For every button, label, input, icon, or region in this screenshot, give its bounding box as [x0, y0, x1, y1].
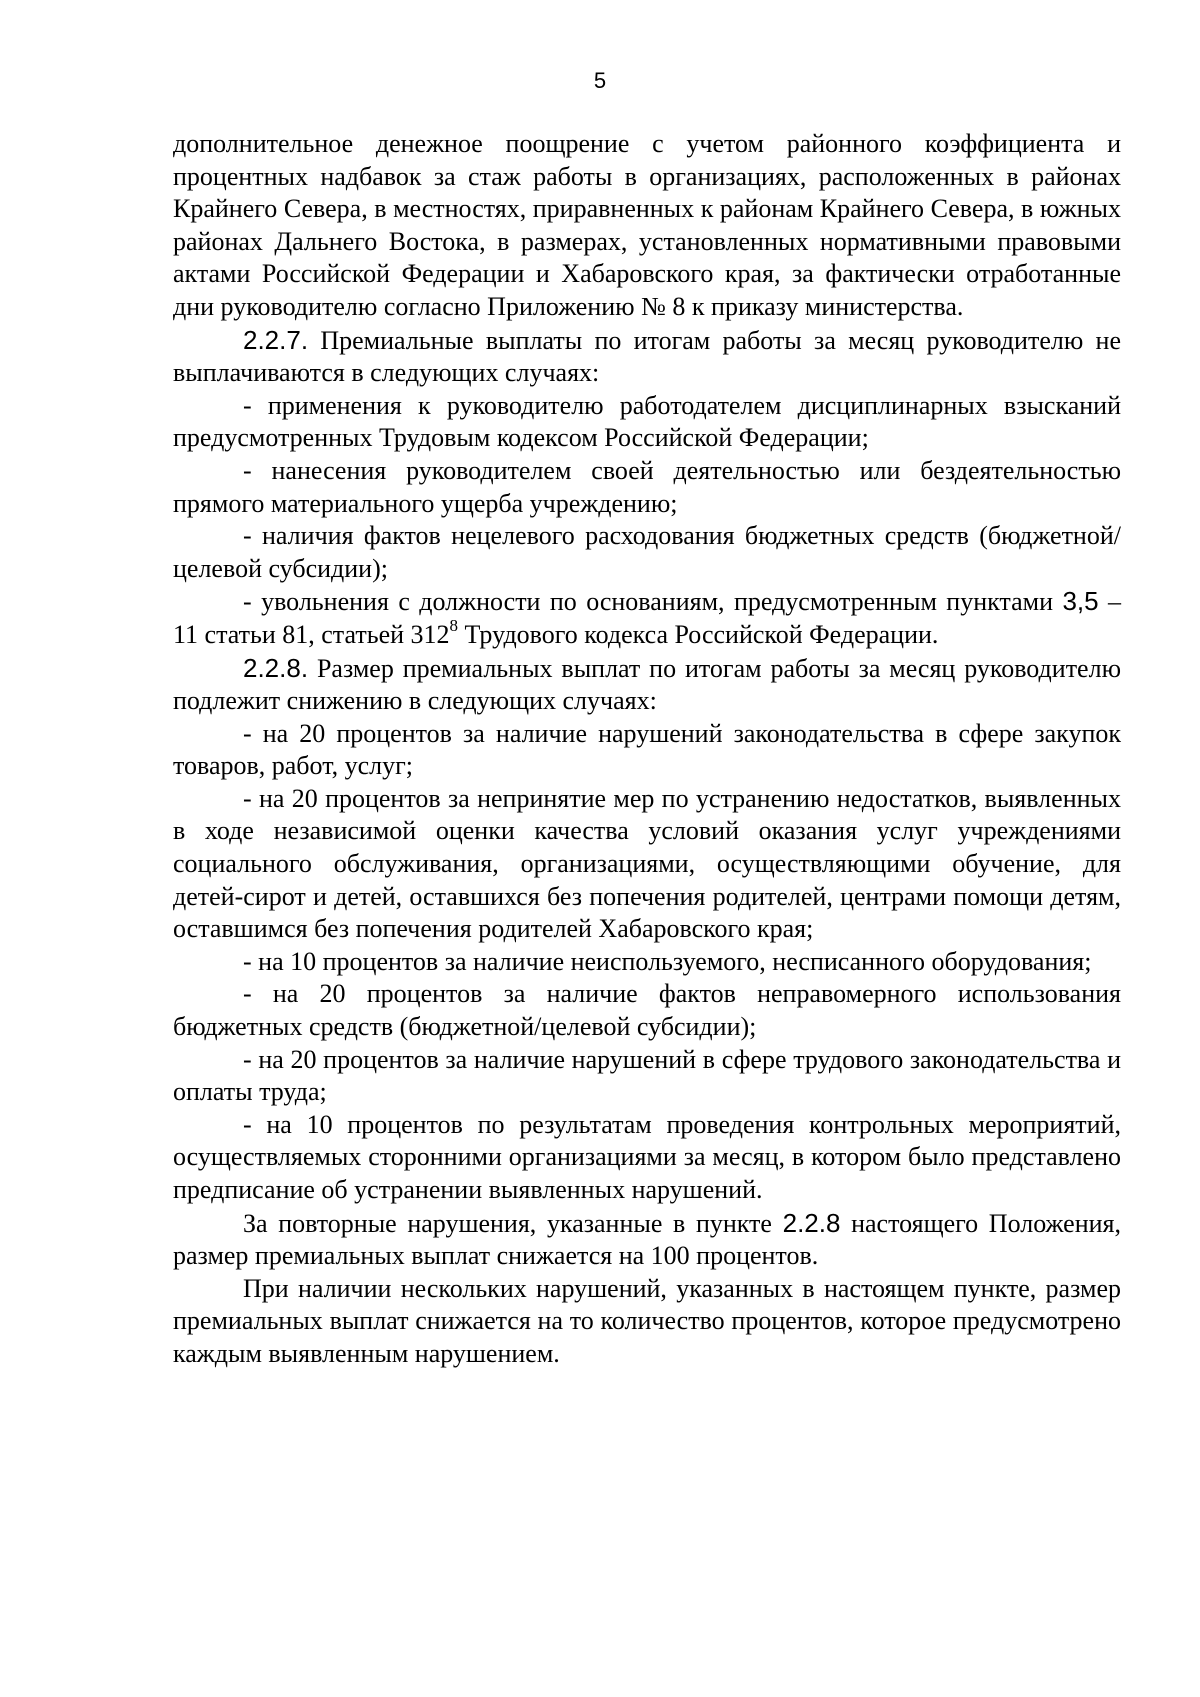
superscript: 8	[449, 616, 459, 636]
paragraph-text: дополнительное денежное поощрение с учетом районного коэффициента и процентных надбавок за стаж работы в организациях, расположенных в районах Крайнего Севера, в местностях, приравненных к районам Крайнего Севера, в южных районах Дальнего Востока, в размерах, установленных нормативными правовыми актами Российской Федерации и Хабаровского края, за фактически отработанные дни руководителю согласно Приложению № 8 к приказу министерства.	[173, 129, 1121, 321]
paragraph-text: Трудового кодекса Российской Федерации.	[458, 619, 939, 649]
paragraph-text: За повторные нарушения, указанные в пункте	[243, 1208, 783, 1238]
list-item	[173, 946, 1121, 979]
paragraph-text: - на 10 процентов за наличие неиспользуемого, несписанного оборудования;	[243, 946, 1092, 976]
paragraph-text: - применения к руководителю работодателем дисциплинарных взысканий предусмотренных Трудовым кодексом Российской Федерации;	[173, 390, 1121, 453]
paragraph-text: Премиальные выплаты по итогам работы за месяц руководителю не выплачиваются в следующих случаях:	[173, 325, 1121, 388]
paragraph-text: При наличии нескольких нарушений, указанных в настоящем пункте, размер премиальных выплат снижается на то количество процентов, которое предусмотрено каждым выявленным нарушением.	[173, 1273, 1121, 1368]
paragraph-text: - нанесения руководителем своей деятельностью или бездеятельностью прямого материального ущерба учреждению;	[173, 455, 1121, 518]
list-item	[173, 718, 1121, 783]
paragraph-text: - увольнения с должности по основаниям, предусмотренным пунктами	[243, 587, 1054, 617]
list-item	[173, 520, 1121, 585]
list-item	[173, 978, 1121, 1043]
paragraph-text: - на 20 процентов за наличие нарушений законодательства в сфере закупок товаров, работ, услуг;	[173, 718, 1121, 781]
clause-number: 2.2.8.	[243, 652, 309, 683]
list-item	[173, 585, 1121, 651]
clause-number: 2.2.7.	[243, 324, 309, 355]
paragraph-text: - на 20 процентов за непринятие мер по устранению недостатков, выявленных в ходе независимой оценки качества условий оказания услуг учреждениями социального обслуживания, организациями, осуществляющими обучение, для детей-сирот и детей, оставшихся без попечения родителей, центрами помощи детям, оставшимся без попечения родителей Хабаровского края;	[173, 783, 1121, 944]
list-item	[173, 1044, 1121, 1109]
clause-reference: 2.2.8	[782, 1207, 841, 1238]
paragraph-text: - наличия фактов нецелевого расходования бюджетных средств (бюджетной/целевой субсидии);	[173, 521, 1121, 583]
paragraph-text: - на 20 процентов за наличие фактов неправомерного использования бюджетных средств (бюджетной/целевой субсидии);	[173, 979, 1121, 1042]
paragraph-text: - на 10 процентов по результатам проведения контрольных мероприятий, осуществляемых сторонними организациями за месяц, в котором было представлено предписание об устранении выявленных нарушений.	[173, 1109, 1121, 1204]
paragraph-multiple-violations	[173, 1273, 1121, 1371]
list-item	[173, 455, 1121, 520]
paragraph-text: - на 20 процентов за наличие нарушений в сфере трудового законодательства и оплаты труда;	[173, 1044, 1121, 1107]
list-item	[173, 390, 1121, 455]
paragraph-repeat-violations	[173, 1207, 1121, 1273]
article-reference: 3,5	[1062, 586, 1099, 617]
page-number: 5	[593, 68, 607, 93]
document-body	[173, 128, 1121, 1371]
clause-2-2-8	[173, 652, 1121, 718]
list-item	[173, 783, 1121, 946]
paragraph-continuation	[173, 128, 1121, 324]
clause-2-2-7	[173, 324, 1121, 390]
paragraph-text: Размер премиальных выплат по итогам работы за месяц руководителю подлежит снижению в следующих случаях:	[173, 653, 1121, 716]
paragraph-text: – 11 статьи 81, статьей 312	[173, 587, 1122, 649]
paragraph-text: настоящего Положения, размер премиальных выплат снижается на 100 процентов.	[173, 1208, 1122, 1271]
list-item	[173, 1109, 1121, 1207]
